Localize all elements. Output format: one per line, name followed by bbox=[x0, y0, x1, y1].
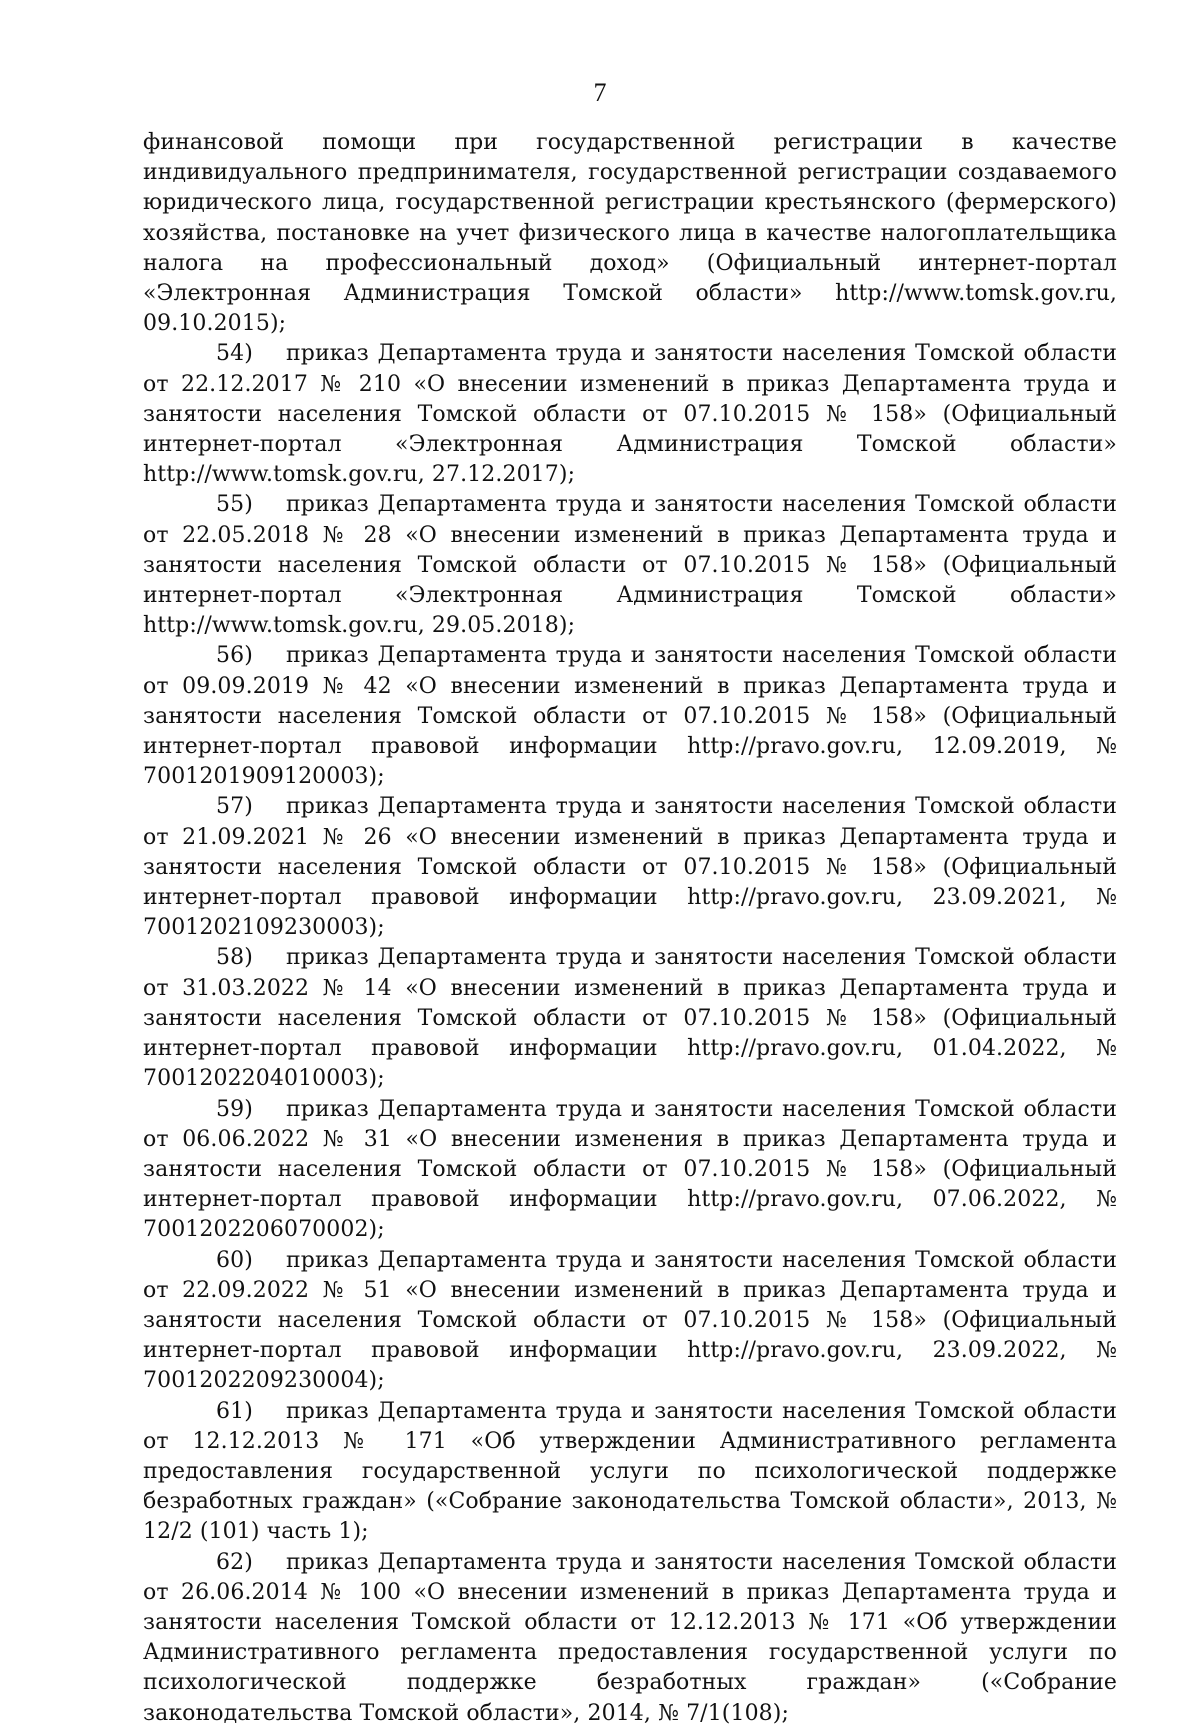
item-text: приказ Департамента труда и занятости населения Томской области от 22.09.2022 № 51 «О внесении изменений в приказ Департамента труда и занятости населения Томской области от 07.10.2015 № 158» (Официальный интернет-портал правовой информации http://pravo.gov.ru, 23.09.2022, № 7001202209230004); bbox=[143, 1247, 1117, 1394]
list-item bbox=[143, 490, 1117, 641]
item-text: приказ Департамента труда и занятости населения Томской области от 21.09.2021 № 26 «О внесении изменений в приказ Департамента труда и занятости населения Томской области от 07.10.2015 № 158» (Официальный интернет-портал правовой информации http://pravo.gov.ru, 23.09.2021, № 7001202109230003); bbox=[143, 794, 1117, 941]
item-number: 59) bbox=[216, 1096, 253, 1122]
list-item bbox=[143, 1095, 1117, 1246]
list-item bbox=[143, 1548, 1117, 1729]
list-item bbox=[143, 792, 1117, 943]
item-text: приказ Департамента труда и занятости населения Томской области от 26.06.2014 № 100 «О внесении изменений в приказ Департамента труда и занятости населения Томской области от 12.12.2013 № 171 «Об утверждении Административного регламента предоставления государственной услуги по психологической поддержке безработных граждан» («Собрание законодательства Томской области», 2014, № 7/1(108); bbox=[143, 1549, 1117, 1726]
item-number: 61) bbox=[216, 1398, 253, 1424]
item-text: приказ Департамента труда и занятости населения Томской области от 31.03.2022 № 14 «О внесении изменений в приказ Департамента труда и занятости населения Томской области от 07.10.2015 № 158» (Официальный интернет-портал правовой информации http://pravo.gov.ru, 01.04.2022, № 7001202204010003); bbox=[143, 945, 1117, 1092]
item-number: 62) bbox=[216, 1549, 253, 1575]
list-item bbox=[143, 1246, 1117, 1397]
list-item bbox=[143, 339, 1117, 490]
item-number: 57) bbox=[216, 794, 253, 820]
item-text: приказ Департамента труда и занятости населения Томской области от 22.12.2017 № 210 «О внесении изменений в приказ Департамента труда и занятости населения Томской области от 07.10.2015 № 158» (Официальный интернет-портал «Электронная Администрация Томской области» http://www.tomsk.gov.ru, 27.12.2017); bbox=[143, 341, 1117, 488]
paragraph-continuation bbox=[143, 128, 1117, 339]
page-number: 7 bbox=[593, 78, 607, 107]
list-item bbox=[143, 641, 1117, 792]
item-number: 54) bbox=[216, 341, 253, 367]
list-item bbox=[143, 943, 1117, 1094]
item-text: приказ Департамента труда и занятости населения Томской области от 12.12.2013 № 171 «Об утверждении Административного регламента предоставления государственной услуги по психологической поддержке безработных граждан» («Собрание законодательства Томской области», 2013, № 12/2 (101) часть 1); bbox=[143, 1398, 1117, 1545]
paragraph-text: финансовой помощи при государственной регистрации в качестве индивидуального предпринимателя, государственной регистрации создаваемого юридического лица, государственной регистрации крестьянского (фермерского) хозяйства, постановке на учет физического лица в качестве налогоплательщика налога на профессиональный доход» (Официальный интернет-портал «Электронная Администрация Томской области» http://www.tomsk.gov.ru, 09.10.2015); bbox=[143, 130, 1117, 337]
item-text: приказ Департамента труда и занятости населения Томской области от 09.09.2019 № 42 «О внесении изменений в приказ Департамента труда и занятости населения Томской области от 07.10.2015 № 158» (Официальный интернет-портал правовой информации http://pravo.gov.ru, 12.09.2019, № 7001201909120003); bbox=[143, 643, 1117, 790]
item-number: 60) bbox=[216, 1247, 253, 1273]
item-text: приказ Департамента труда и занятости населения Томской области от 06.06.2022 № 31 «О внесении изменения в приказ Департамента труда и занятости населения Томской области от 07.10.2015 № 158» (Официальный интернет-портал правовой информации http://pravo.gov.ru, 07.06.2022, № 7001202206070002); bbox=[143, 1096, 1117, 1243]
item-text: приказ Департамента труда и занятости населения Томской области от 22.05.2018 № 28 «О внесении изменений в приказ Департамента труда и занятости населения Томской области от 07.10.2015 № 158» (Официальный интернет-портал «Электронная Администрация Томской области» http://www.tomsk.gov.ru, 29.05.2018); bbox=[143, 492, 1117, 639]
item-number: 55) bbox=[216, 492, 253, 518]
item-number: 56) bbox=[216, 643, 253, 669]
document-body bbox=[143, 128, 1117, 1729]
list-item bbox=[143, 1397, 1117, 1548]
item-number: 58) bbox=[216, 945, 253, 971]
